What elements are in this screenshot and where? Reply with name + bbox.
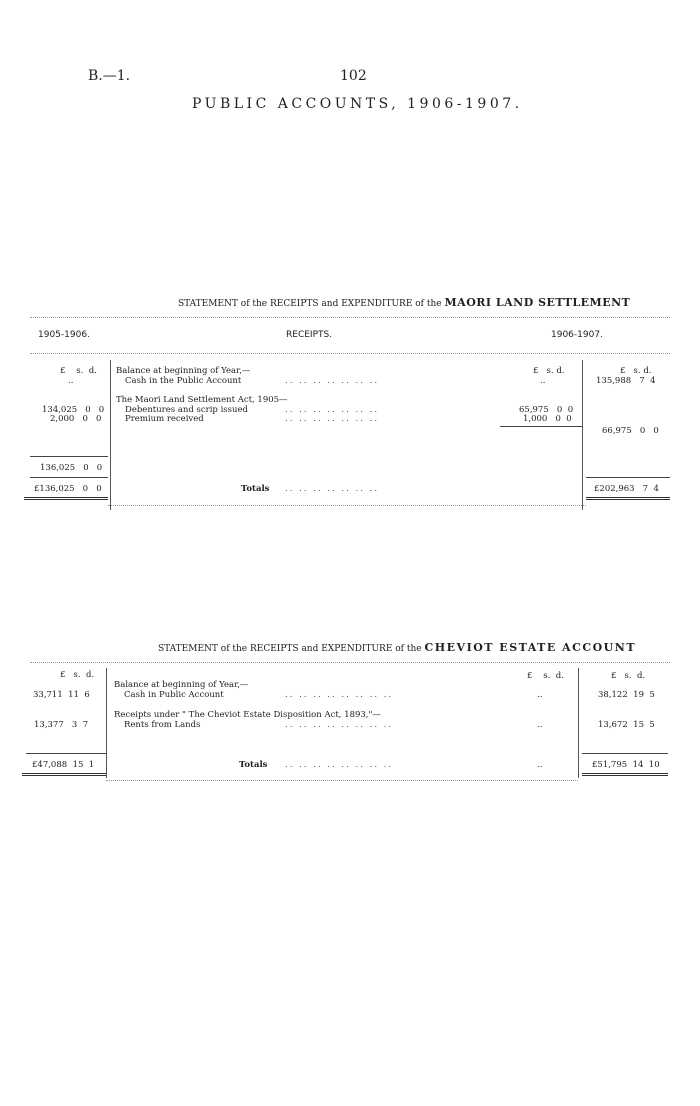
maori-row-premium-label: Premium received bbox=[125, 414, 204, 424]
cheviot-balance-heading: Balance at beginning of Year,— bbox=[114, 680, 249, 690]
maori-cash-label: Cash in the Public Account bbox=[125, 376, 242, 386]
cheviot-left-total: £47,088 15 1 bbox=[32, 760, 95, 770]
maori-col-right-year: 1906-1907. bbox=[551, 330, 603, 340]
page-ref: B.—1. bbox=[88, 68, 131, 84]
maori-left-cash: .. bbox=[68, 376, 74, 386]
maori-row-premium-dots: .. .. .. .. .. .. .. bbox=[285, 414, 380, 424]
maori-cash-right: 135,988 7 4 bbox=[596, 376, 656, 386]
maori-title-bold: MAORI LAND SETTLEMENT bbox=[444, 296, 631, 309]
maori-balance-heading: Balance at beginning of Year,— bbox=[116, 366, 251, 376]
maori-act-total: 66,975 0 0 bbox=[602, 426, 659, 436]
cheviot-total-mid: .. bbox=[537, 760, 543, 770]
cheviot-title-pre: STATEMENT of the RECEIPTS and EXPENDITURE of the bbox=[158, 644, 422, 654]
cheviot-right-rents: 13,672 15 5 bbox=[598, 720, 655, 730]
cheviot-title bbox=[158, 641, 636, 654]
cheviot-title-bold: CHEVIOT ESTATE ACCOUNT bbox=[424, 641, 637, 654]
page-title: PUBLIC ACCOUNTS, 1906-1907. bbox=[192, 96, 523, 112]
cheviot-rents-dots: .. .. .. .. .. .. .. .. bbox=[285, 720, 394, 730]
maori-right-currency: £ s. d. bbox=[620, 366, 652, 376]
maori-cash-mid: .. bbox=[540, 376, 546, 386]
cheviot-cash-label: Cash in Public Account bbox=[124, 690, 224, 700]
maori-left-total: £136,025 0 0 bbox=[34, 484, 102, 494]
maori-totals-dots: .. .. .. .. .. .. .. bbox=[285, 484, 380, 494]
maori-row-debentures-mid: 65,975 0 0 bbox=[519, 405, 574, 415]
maori-left-subtotal: 136,025 0 0 bbox=[40, 463, 103, 473]
maori-col-center: RECEIPTS. bbox=[286, 330, 333, 340]
maori-mid-currency: £ s. d. bbox=[533, 366, 565, 376]
cheviot-totals-dots: .. .. .. .. .. .. .. .. bbox=[285, 760, 394, 770]
cheviot-right-total: £51,795 14 10 bbox=[592, 760, 660, 770]
maori-title bbox=[178, 296, 630, 309]
maori-right-total: £202,963 7 4 bbox=[594, 484, 659, 494]
cheviot-left-currency: £ s. d. bbox=[60, 670, 95, 680]
page-number: 102 bbox=[340, 68, 367, 84]
maori-col-left-year: 1905-1906. bbox=[38, 330, 90, 340]
cheviot-cash-dots: .. .. .. .. .. .. .. .. bbox=[285, 690, 394, 700]
cheviot-rents-mid: .. bbox=[537, 720, 543, 730]
cheviot-cash-mid: .. bbox=[537, 690, 543, 700]
cheviot-rents-label: Rents from Lands bbox=[124, 720, 201, 730]
maori-row-debentures-dots: .. .. .. .. .. .. .. bbox=[285, 405, 380, 415]
cheviot-right-cash: 38,122 19 5 bbox=[598, 690, 655, 700]
maori-left-currency: £ s. d. bbox=[60, 366, 97, 376]
maori-act-heading: The Maori Land Settlement Act, 1905— bbox=[116, 395, 288, 405]
maori-row-premium-left: 2,000 0 0 bbox=[50, 414, 102, 424]
cheviot-right-currency: £ s. d. bbox=[611, 671, 646, 681]
cheviot-totals-label: Totals bbox=[239, 760, 268, 770]
maori-cash-dots: .. .. .. .. .. .. .. bbox=[285, 376, 380, 386]
maori-title-pre: STATEMENT of the RECEIPTS and EXPENDITURE of the bbox=[178, 299, 442, 309]
cheviot-left-rents: 13,377 3 7 bbox=[34, 720, 89, 730]
maori-row-debentures-label: Debentures and scrip issued bbox=[125, 405, 248, 415]
maori-row-premium-mid: 1,000 0 0 bbox=[523, 414, 572, 424]
cheviot-receipts-heading: Receipts under " The Cheviot Estate Disposition Act, 1893,"— bbox=[114, 710, 381, 720]
maori-totals-label: Totals bbox=[241, 484, 270, 494]
cheviot-mid-currency: £ s. d. bbox=[527, 671, 564, 681]
cheviot-left-cash: 33,711 11 6 bbox=[33, 690, 90, 700]
maori-row-debentures-left: 134,025 0 0 bbox=[42, 405, 105, 415]
